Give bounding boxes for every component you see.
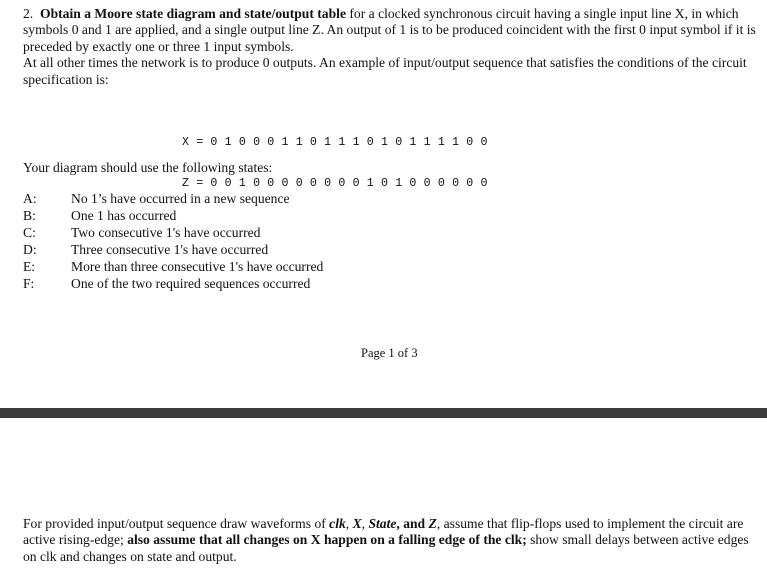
problem-paragraph-2: At all other times the network is to produce 0 outputs. An example of input/output sequence that satisfies the conditions of the circuit specification is: [23, 55, 747, 87]
state-key: F: [23, 276, 35, 291]
page2-bold-1: also assume that all changes on X happen on a falling edge of the clk; [127, 532, 527, 548]
states-intro: Your diagram should use the following states: [23, 160, 273, 175]
state-key: D: [23, 242, 37, 257]
state-row-d [23, 241, 323, 258]
page2-text-1: For provided input/output sequence draw waveforms of [23, 516, 330, 531]
emph-x: X [352, 516, 362, 531]
output-sequence-z: Z = 0 0 1 0 0 0 0 0 0 0 0 1 0 1 0 0 0 0 0 0 [182, 176, 488, 190]
state-description: One 1 has occurred [71, 208, 177, 223]
page2-sep-1: , [345, 516, 353, 531]
state-description: More than three consecutive 1's have occurred [71, 259, 324, 274]
state-key: E: [23, 259, 36, 274]
page2-text-3: show small delays between active edges on clk and changes on state and output. [23, 532, 749, 564]
state-description: One of the two required sequences occurred [71, 276, 311, 291]
emph-state: State [368, 516, 397, 531]
state-key: C: [23, 225, 36, 240]
page2-sep-3: , and [396, 516, 429, 531]
state-description: Two consecutive 1's have occurred [71, 225, 261, 240]
page2-text-2: , assume that flip-flops used to implement the circuit are active rising-edge; [23, 516, 744, 548]
waveform-instructions [23, 516, 761, 565]
problem-number: 2. [23, 6, 34, 21]
emph-clk: clk [329, 516, 346, 531]
state-row-a [23, 190, 323, 207]
emph-z: Z [428, 516, 437, 531]
page-separator [0, 408, 767, 418]
state-row-b [23, 207, 323, 224]
state-key: B: [23, 208, 36, 223]
state-list [23, 190, 323, 292]
state-row-f [23, 275, 323, 292]
problem-statement [23, 6, 761, 88]
state-description: Three consecutive 1's have occurred [71, 242, 269, 257]
problem-text-1: for a clocked synchronous circuit having a single input line X, in which symbols 0 and 1 are applied, and a single output line Z. An output of 1 is to be produced coincident with the first 0 input symbol if it is preceded by exactly one or three 1 input symbols. [23, 6, 756, 54]
state-row-e [23, 258, 323, 275]
input-sequence-x: X = 0 1 0 0 0 1 1 0 1 1 1 0 1 0 1 1 1 1 0 0 [182, 136, 488, 149]
problem-paragraph-1 [23, 6, 761, 55]
page-number: Page 1 of 3 [361, 346, 418, 360]
problem-bold-lead: Obtain a Moore state diagram and state/output table [40, 6, 346, 21]
state-key: A: [23, 191, 37, 206]
state-row-c [23, 224, 323, 241]
state-description: No 1’s have occurred in a new sequence [71, 191, 290, 206]
page2-sep-2: , [361, 516, 369, 531]
document-page-2-paragraph [23, 516, 761, 565]
